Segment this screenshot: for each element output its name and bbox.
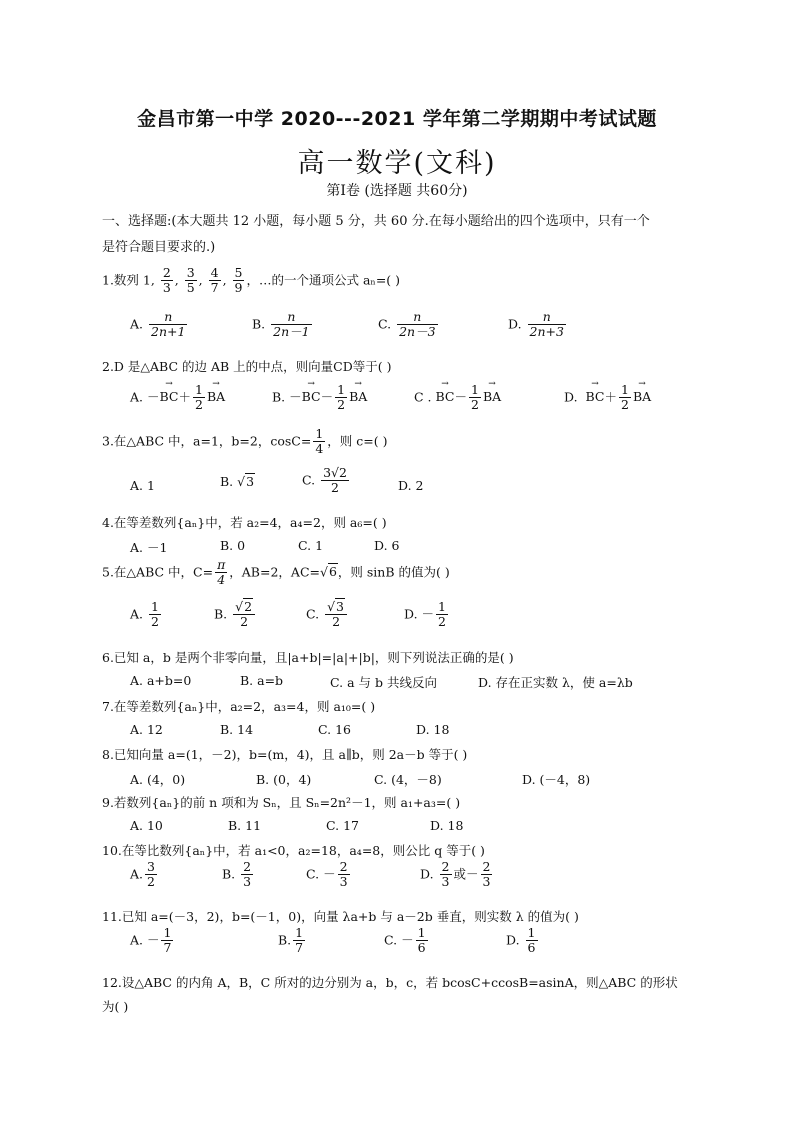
question-8: 8.已知向量 a=(1，－2)，b=(m，4)，且 a∥b，则 2a－b 等于( ) [102,747,468,762]
q4-option-b[interactable]: B. 0 [220,538,246,553]
q11-option-a[interactable]: A. － $\frac{1}{7}$ [130,925,172,956]
q3-option-d[interactable]: D. 2 [398,478,424,493]
question-12-line-2: 为( ) [102,999,129,1014]
q1-option-d[interactable]: D. $\frac{n}{2n+3}$ [508,309,564,340]
q7-option-a[interactable]: A. 12 [130,722,163,737]
q3-option-a[interactable]: A. 1 [130,478,155,493]
q4-option-c[interactable]: C. 1 [298,538,324,553]
fraction: $\frac{3}{5}$ [186,265,195,296]
exam-subtitle: 高一数学(文科) [297,148,497,179]
question-5: 5.在△ABC 中，C= $\frac{\pi}{4}$ ，AB=2，AC=√6，则 sinB 的值为( ) [102,557,450,588]
q2-option-a[interactable]: A. －→ BC＋ $\frac{1}{2}$ → BA [130,383,225,413]
q7-option-b[interactable]: B. 14 [220,722,254,737]
q9-option-a[interactable]: A. 10 [130,818,163,833]
q7-option-d[interactable]: D. 18 [416,722,450,737]
q9-option-c[interactable]: C. 17 [326,818,359,833]
q9-option-d[interactable]: D. 18 [430,818,464,833]
q5-option-b[interactable]: B. $\frac{√2}{2}$ [214,600,257,630]
q5-option-a[interactable]: A. $\frac{1}{2}$ [130,599,159,630]
q8-option-c[interactable]: C. (4，－8) [374,772,442,787]
q5-option-d[interactable]: D. － $\frac{1}{2}$ [404,599,446,630]
question-6: 6.已知 a，b 是两个非零向量，且|a+b|=|a|+|b|，则下列说法正确的是( ) [102,650,514,665]
fraction: $\frac{5}{9}$ [234,265,243,296]
question-1: 1.数列 1, $\frac{2}{3}$ , $\frac{3}{5}$ , $\frac{4}{7}$ , $\frac{5}{9}$ ，…的一个通项公式 aₙ=( ) [102,265,401,296]
q11-option-b[interactable]: B. $\frac{1}{7}$ [278,925,304,956]
q10-option-c[interactable]: C. － $\frac{2}{3}$ [306,859,348,890]
q5-option-c[interactable]: C. $\frac{√3}{2}$ [306,600,349,630]
q6-option-b[interactable]: B. a=b [240,673,284,688]
question-10: 10.在等比数列{aₙ}中，若 a₁<0，a₂=18，a₄=8，则公比 q 等于( ) [102,843,485,858]
fraction: $\frac{4}{7}$ [210,265,219,296]
q2-option-c[interactable]: C . → BC－ $\frac{1}{2}$ → BA [414,383,501,413]
question-12-line-1: 12.设△ABC 的内角 A，B，C 所对的边分别为 a，b，c，若 bcosC+ccosB=asinA，则△ABC 的形状 [102,975,678,990]
q3-option-b[interactable]: B. √3 [220,474,255,489]
q8-option-b[interactable]: B. (0，4) [256,772,312,787]
question-7: 7.在等差数列{aₙ}中，a₂=2，a₃=4，则 a₁₀=( ) [102,699,376,714]
q4-option-d[interactable]: D. 6 [374,538,400,553]
instructions-line-1: 一、选择题:(本大题共 12 小题，每小题 5 分，共 60 分.在每小题给出的四个选项中，只有一个 [102,214,650,229]
question-2: 2.D 是△ABC 的边 AB 上的中点，则向量CD等于( ) [102,359,392,374]
q8-option-d[interactable]: D. (－4，8) [522,772,591,787]
part-heading: 第Ⅰ卷 (选择题 共60分) [326,183,468,199]
q11-option-c[interactable]: C. － $\frac{1}{6}$ [384,925,426,956]
q2-option-d[interactable]: D. → BC＋ $\frac{1}{2}$ → BA [564,383,651,413]
q2-option-b[interactable]: B. －→ BC－ $\frac{1}{2}$ → BA [272,383,367,413]
exam-title: 金昌市第一中学 2020---2021 学年第二学期期中考试试题 [137,108,657,130]
q8-option-a[interactable]: A. (4，0) [130,772,186,787]
q6-option-c[interactable]: C. a 与 b 共线反向 [330,675,437,690]
q4-option-a[interactable]: A. －1 [130,540,168,555]
q1-option-c[interactable]: C. $\frac{n}{2n-3}$ [378,309,436,340]
question-3: 3.在△ABC 中，a=1，b=2，cosC= $\frac{1}{4}$ ，则 c=( ) [102,426,388,457]
q7-option-c[interactable]: C. 16 [318,722,351,737]
q11-option-d[interactable]: D. $\frac{1}{6}$ [506,925,536,956]
question-11: 11.已知 a=(－3，2)，b=(－1，0)，向量 λa+b 与 a－2b 垂直，则实数 λ 的值为( ) [102,909,579,924]
q10-option-d[interactable]: D. $\frac{2}{3}$ 或－ $\frac{2}{3}$ [420,859,491,890]
q9-option-b[interactable]: B. 11 [228,818,262,833]
fraction: $\frac{2}{3}$ [162,265,171,296]
q10-option-b[interactable]: B. $\frac{2}{3}$ [222,859,252,890]
q1-option-b[interactable]: B. $\frac{n}{2n-1}$ [252,309,310,340]
q6-option-a[interactable]: A. a+b=0 [130,673,192,688]
q10-option-a[interactable]: A. $\frac{3}{2}$ [130,859,155,890]
question-9: 9.若数列{aₙ}的前 n 项和为 Sₙ，且 Sₙ=2n²－1，则 a₁+a₃=( ) [102,795,461,810]
question-4: 4.在等差数列{aₙ}中，若 a₂=4，a₄=2，则 a₆=( ) [102,515,387,530]
instructions-line-2: 是符合题目要求的.) [102,240,216,255]
q1-option-a[interactable]: A. $\frac{n}{2n+1}$ [130,309,186,340]
q6-option-d[interactable]: D. 存在正实数 λ，使 a=λb [478,675,633,690]
q3-option-c[interactable]: C. $\frac{3√2}{2}$ [302,465,347,496]
